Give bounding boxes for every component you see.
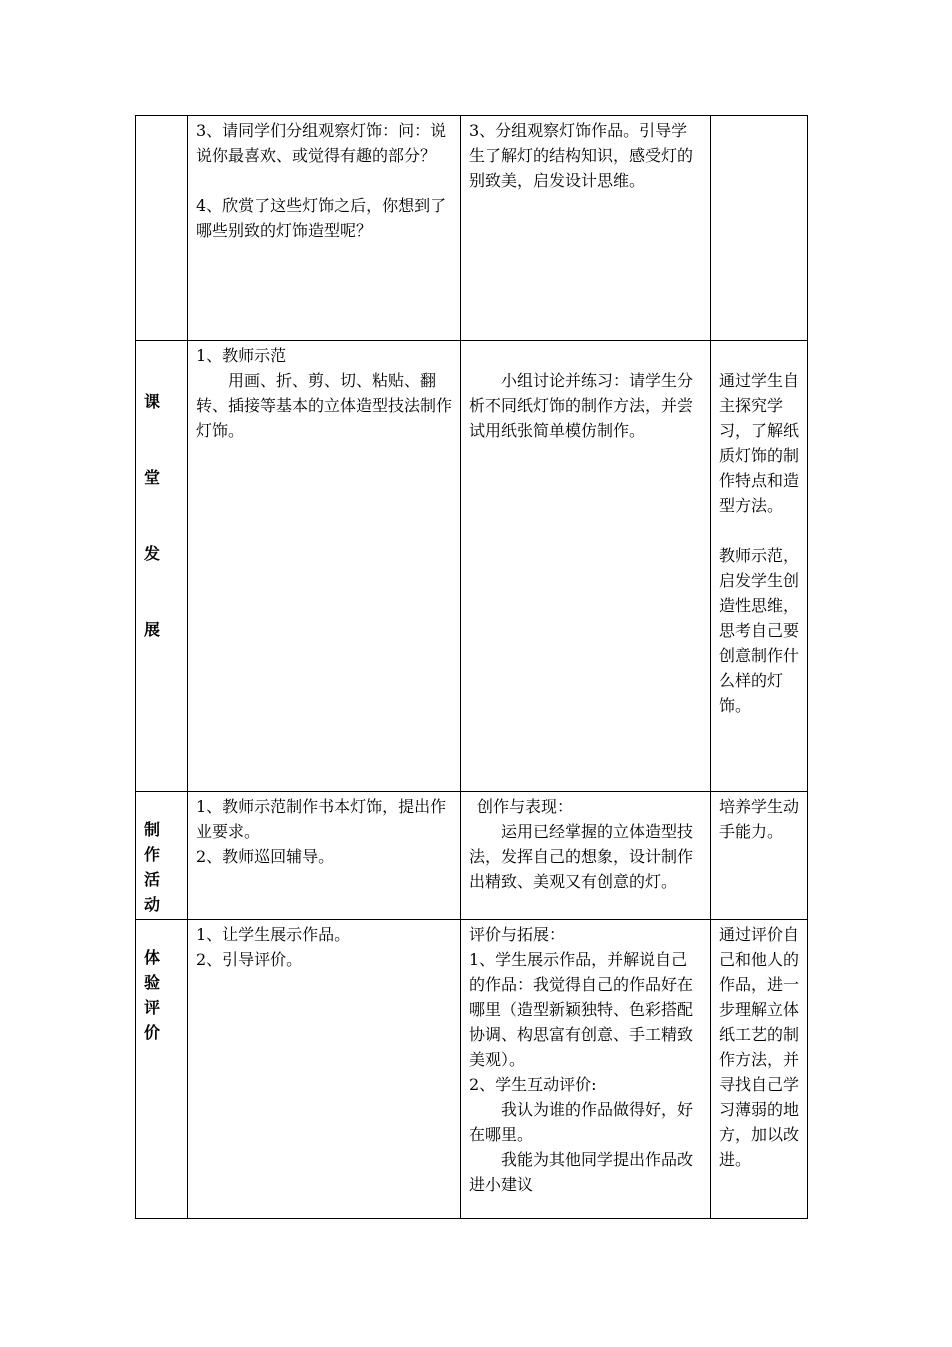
student-activity-cell [461,792,711,920]
purpose-cell [711,920,808,1219]
student-text: 3、分组观察灯饰作品。引导学生了解灯的结构知识，感受灯的别致美，启发设计思维。 [469,121,694,190]
purpose-text: 通过评价自己和他人的作品，进一步理解立体纸工艺的制作方法，并寻找自己学习薄弱的地方，加以改进。 [719,925,800,1169]
stage-char: 堂 [144,468,161,487]
teacher-activity-cell [188,341,461,792]
stage-char: 课 [144,392,161,411]
teacher-text: 1、教师示范 [196,346,287,365]
purpose-text: 教师示范，启发学生创造性思维，思考自己要创意制作什么样的灯饰。 [719,546,800,715]
stage-char: 活 [144,870,161,889]
spacer [196,168,452,193]
stage-cell [136,116,188,341]
purpose-cell [711,792,808,920]
table-row [136,920,808,1219]
purpose-cell [711,341,808,792]
student-text: 我能为其他同学提出作品改进小建议 [469,1150,694,1194]
purpose-cell [711,116,808,341]
purpose-text: 通过学生自主探究学习，了解纸质灯饰的制作特点和造型方法。 [719,371,800,515]
teacher-activity-cell [188,116,461,341]
stage-char: 评 [144,998,161,1017]
student-text: 1、学生展示作品，并解说自己的作品：我觉得自己的作品好在哪里（造型新颖独特、色彩搭配协调、构思富有创意、手工精致美观）。 [469,950,694,1069]
stage-cell [136,792,188,920]
teacher-text: 用画、折、剪、切、粘贴、翻转、插接等基本的立体造型技法制作灯饰。 [196,371,453,440]
teacher-text: 4、欣赏了这些灯饰之后，你想到了哪些别致的灯饰造型呢？ [196,196,447,240]
stage-char: 展 [144,620,161,639]
stage-cell [136,341,188,792]
student-activity-cell [461,116,711,341]
teacher-text: 2、教师巡回辅导。 [196,847,335,866]
student-text: 我认为谁的作品做得好，好在哪里。 [469,1100,694,1144]
student-activity-cell [461,920,711,1219]
stage-char: 动 [144,895,161,914]
student-text: 评价与拓展： [469,925,566,944]
student-text: 运用已经掌握的立体造型技法，发挥自己的想象，设计制作出精致、美观又有创意的灯。 [469,822,694,891]
teacher-activity-cell [188,792,461,920]
teacher-activity-cell [188,920,461,1219]
stage-char: 制 [144,820,161,839]
student-text: 创作与表现： [477,797,574,816]
student-text: 2、学生互动评价: [469,1075,597,1094]
lesson-plan-table [135,115,808,1219]
stage-char: 体 [144,948,161,967]
table-row [136,116,808,341]
teacher-text: 3、请同学们分组观察灯饰：问：说说你最喜欢、或觉得有趣的部分？ [196,121,447,165]
student-activity-cell [461,341,711,792]
stage-label [144,945,179,1045]
teacher-text: 1、让学生展示作品。 [196,925,351,944]
stage-cell [136,920,188,1219]
stage-label [144,817,179,917]
stage-char: 价 [144,1023,161,1042]
stage-char: 发 [144,544,161,563]
table-row [136,792,808,920]
teacher-text: 1、教师示范制作书本灯饰，提出作业要求。 [196,797,447,841]
stage-char: 验 [144,973,161,992]
stage-char: 作 [144,845,161,864]
spacer [719,518,799,543]
student-text: 小组讨论并练习：请学生分析不同纸灯饰的制作方法，并尝试用纸张简单模仿制作。 [469,371,694,440]
teacher-text: 2、引导评价。 [196,950,303,969]
table-row [136,341,808,792]
purpose-text: 培养学生动手能力。 [719,797,800,841]
stage-label [144,389,179,642]
